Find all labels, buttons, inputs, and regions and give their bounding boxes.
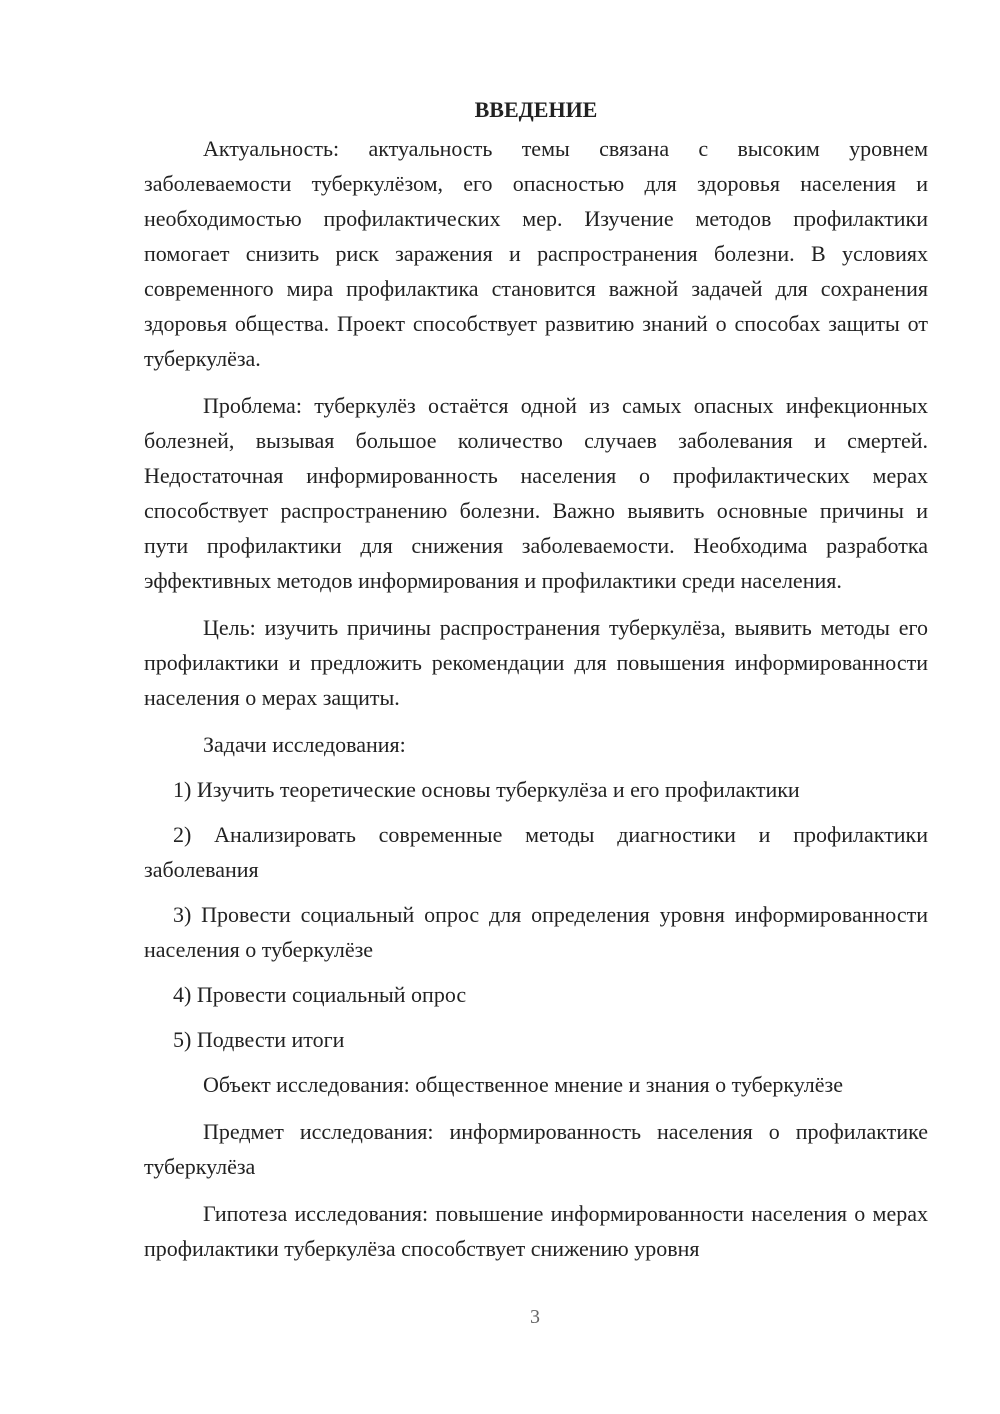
task-item-2: 2) Анализировать современные методы диагностики и профилактики заболевания bbox=[144, 822, 928, 882]
relevance-paragraph: Актуальность: актуальность темы связана с высоким уровнем заболеваемости туберкулёзом, его опасностью для здоровья населения и необходимостью профилактических мер. Изучение методов профилактики помогает снизить риск заражения и распространения болезни. В условиях современного мира профилактика становится важной задачей для сохранения здоровья общества. Проект способствует развитию знаний о способах защиты от туберкулёза. bbox=[144, 136, 928, 371]
hypothesis-paragraph: Гипотеза исследования: повышение информированности населения о мерах профилактики туберкулёза способствует снижению уровня bbox=[144, 1201, 928, 1261]
tasks-title: Задачи исследования: bbox=[203, 732, 406, 757]
task-item-4: 4) Провести социальный опрос bbox=[173, 982, 467, 1007]
page-content bbox=[144, 92, 928, 1278]
section-heading: ВВЕДЕНИЕ bbox=[474, 97, 598, 122]
task-item-3: 3) Провести социальный опрос для определения уровня информированности населения о туберкулёзе bbox=[144, 902, 928, 962]
problem-paragraph: Проблема: туберкулёз остаётся одной из самых опасных инфекционных болезней, вызывая большое количество случаев заболевания и смертей. Недостаточная информированность населения о профилактических мерах способствует распространению болезни. Важно выявить основные причины и пути профилактики для снижения заболеваемости. Необходима разработка эффективных методов информирования и профилактики среди населения. bbox=[144, 393, 928, 593]
goal-paragraph: Цель: изучить причины распространения туберкулёза, выявить методы его профилактики и предложить рекомендации для повышения информированности населения о мерах защиты. bbox=[144, 615, 928, 710]
page-number: 3 bbox=[530, 1306, 540, 1328]
task-item-5: 5) Подвести итоги bbox=[173, 1027, 345, 1052]
subject-paragraph: Предмет исследования: информированность населения о профилактике туберкулёза bbox=[144, 1119, 928, 1179]
object-paragraph: Объект исследования: общественное мнение и знания о туберкулёзе bbox=[203, 1072, 843, 1097]
task-item-1: 1) Изучить теоретические основы туберкулёза и его профилактики bbox=[173, 777, 800, 802]
